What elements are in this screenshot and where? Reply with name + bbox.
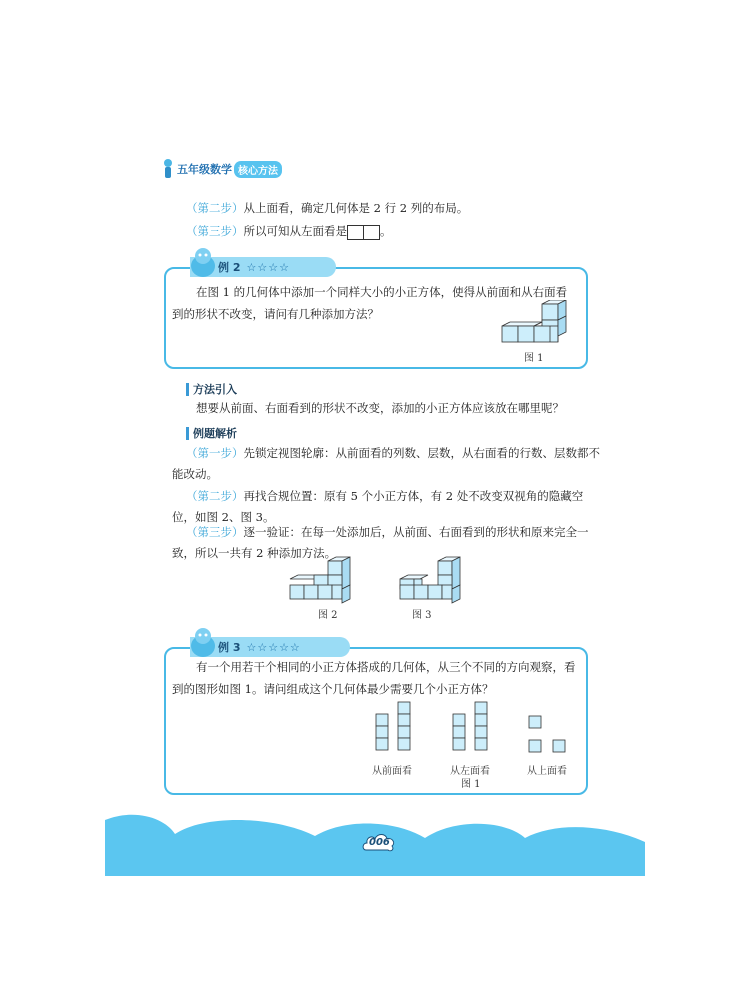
analysis-step1: （第一步）先锁定视图轮廓：从前面看的列数、层数，从右面看的行数、层数都不	[186, 446, 600, 460]
figure-2-caption: 图 2	[318, 610, 338, 621]
analysis-step3: （第三步）逐一验证：在每一处添加后，从前面、右面看到的形状和原来完全一	[186, 525, 589, 539]
page-number: 006	[369, 837, 390, 848]
figure-3-cubes	[398, 555, 464, 605]
left-view-label: 从左面看	[450, 766, 490, 777]
mascot-icon	[162, 158, 174, 180]
header-title: 五年级数学	[177, 163, 232, 176]
mascot-icon	[188, 244, 218, 280]
analysis-step2: （第二步）再找合规位置：原有 5 个小正方体，有 2 处不改变双视角的隐藏空	[186, 489, 584, 503]
front-view-grid	[374, 700, 414, 754]
section-heading-method: 方法引入	[186, 383, 237, 396]
analysis-step2-cont: 位，如图 2、图 3。	[172, 510, 275, 524]
front-view-label: 从前面看	[372, 766, 412, 777]
intro-step2: （第二步）从上面看，确定几何体是 2 行 2 列的布局。	[186, 201, 469, 215]
example-2-text-2: 到的形状不改变，请问有几种添加方法？	[172, 307, 379, 321]
method-text: 想要从前面、右面看到的形状不改变，添加的小正方体应该放在哪里呢？	[196, 401, 564, 415]
section-heading-analysis: 例题解析	[186, 427, 237, 440]
figure-3-caption: 图 3	[412, 610, 432, 621]
header-badge: 核心方法	[234, 161, 282, 178]
answer-blank	[347, 225, 364, 240]
example-3-figure-caption: 图 1	[461, 779, 481, 790]
figure-2-cubes	[288, 555, 354, 605]
left-view-grid	[451, 700, 491, 754]
answer-blank	[363, 225, 380, 240]
analysis-step1-cont: 能改动。	[172, 467, 218, 481]
analysis-step3-cont: 致，所以一共有 2 种添加方法。	[172, 546, 337, 560]
example-2-tag: 例 2 ☆☆☆☆	[190, 257, 336, 277]
example-2-text-1: 在图 1 的几何体中添加一个同样大小的小正方体，使得从前面和从右面看	[196, 285, 568, 299]
mascot-icon	[188, 624, 218, 660]
example-3-text-2: 到的图形如图 1。请问组成这个几何体最少需要几个小正方体？	[172, 682, 494, 696]
top-view-grid	[527, 714, 571, 754]
page-header	[162, 158, 282, 180]
figure-1-cubes	[498, 300, 570, 348]
intro-step3: （第三步）所以可知从左面看是 。	[186, 224, 392, 238]
top-view-label: 从上面看	[527, 766, 567, 777]
figure-1-caption: 图 1	[524, 353, 544, 364]
example-3-text-1: 有一个用若干个相同的小正方体搭成的几何体，从三个不同的方向观察，看	[196, 660, 576, 674]
example-3-tag: 例 3 ☆☆☆☆☆	[190, 637, 350, 657]
